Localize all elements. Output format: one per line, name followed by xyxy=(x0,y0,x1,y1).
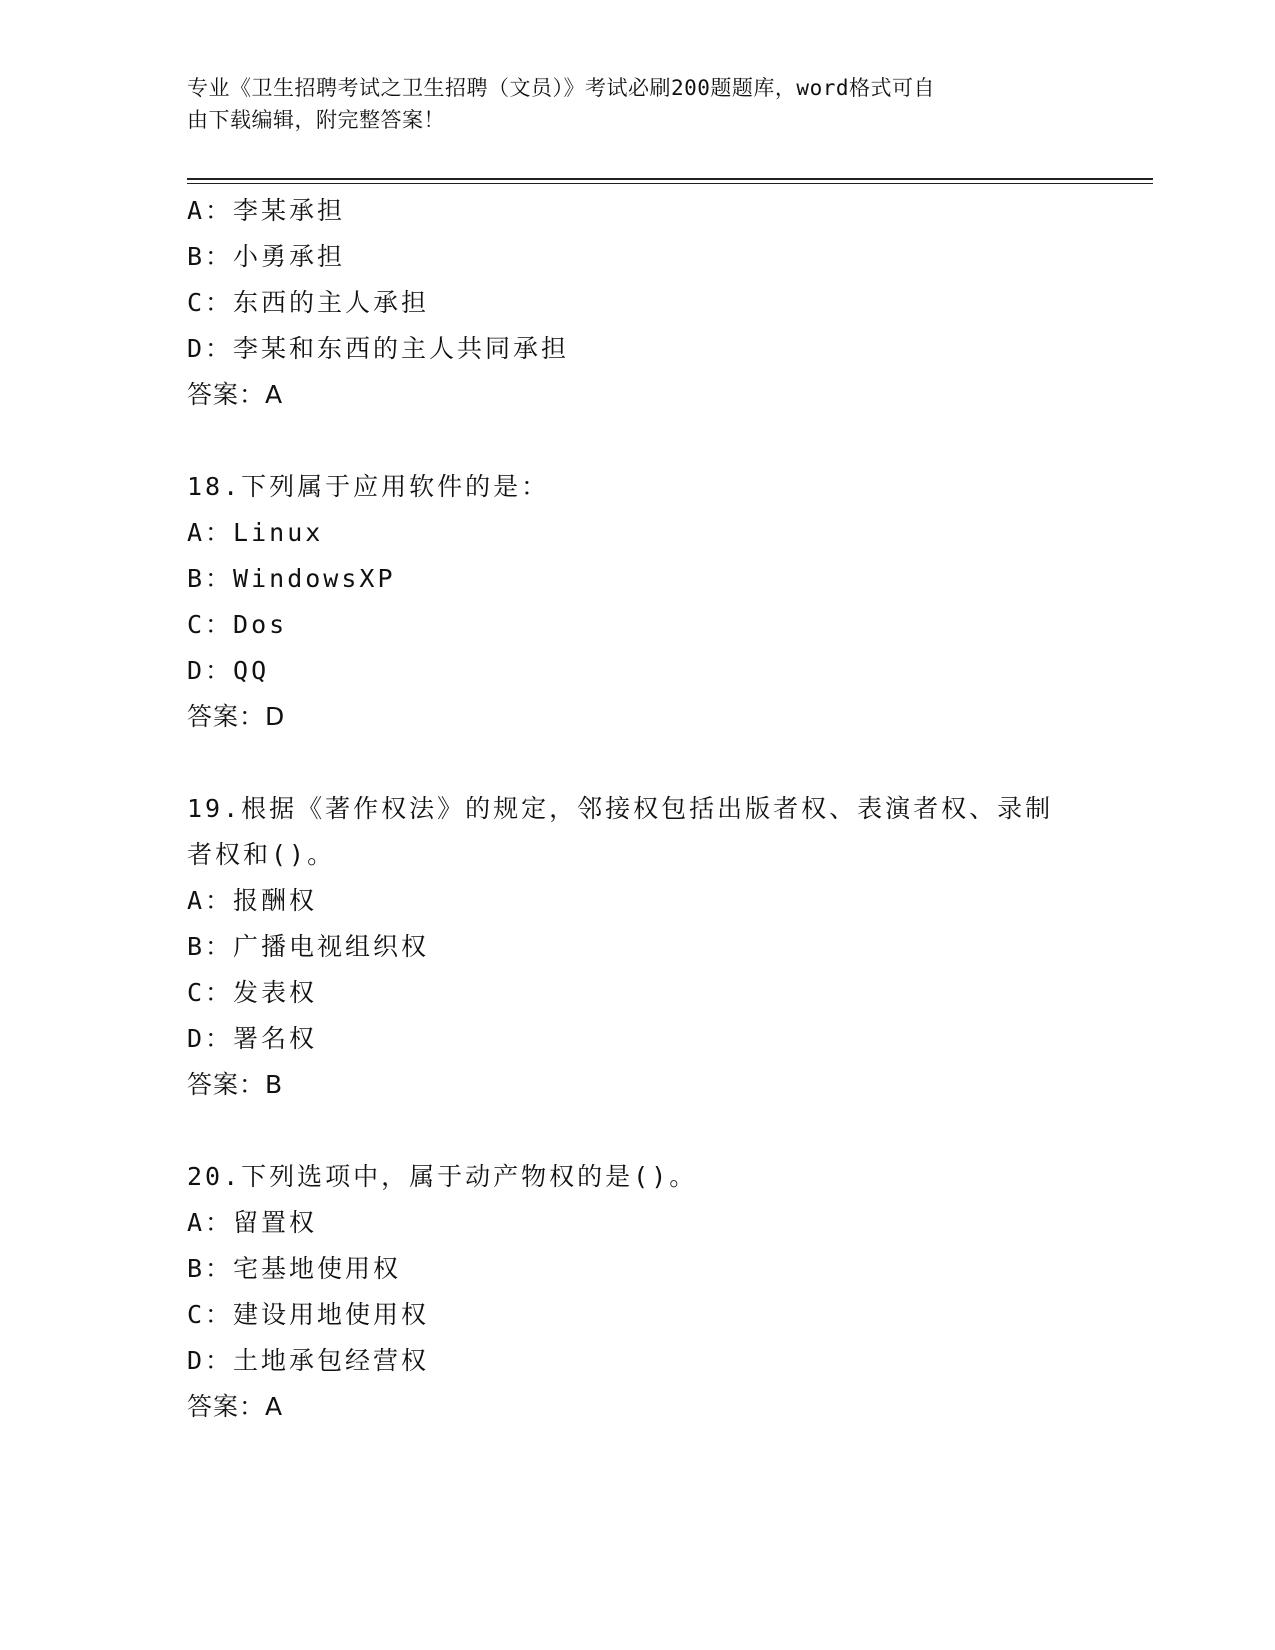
question-stem: 20.下列选项中，属于动产物权的是()。 xyxy=(187,1162,698,1191)
option-c: C：发表权 xyxy=(187,978,318,1007)
option-a: A：留置权 xyxy=(187,1208,318,1237)
question-17 xyxy=(187,188,1153,418)
question-stem: 19.根据《著作权法》的规定，邻接权包括出版者权、表演者权、录制 xyxy=(187,794,1054,823)
spacer xyxy=(187,740,1153,786)
option-a: A：报酬权 xyxy=(187,886,318,915)
header-divider xyxy=(187,178,1153,184)
option-c: C：建设用地使用权 xyxy=(187,1300,430,1329)
answer: 答案：A xyxy=(187,380,284,409)
option-b: B：小勇承担 xyxy=(187,242,346,271)
option-b: B：广播电视组织权 xyxy=(187,932,430,961)
option-b: B：宅基地使用权 xyxy=(187,1254,402,1283)
answer: 答案：A xyxy=(187,1392,284,1421)
option-a: A：Linux xyxy=(187,518,324,547)
spacer xyxy=(187,1108,1153,1154)
header-line-1: 专业《卫生招聘考试之卫生招聘（文员）》考试必刷200题题库，word格式可自 xyxy=(187,76,935,100)
option-c: C：东西的主人承担 xyxy=(187,288,430,317)
option-a: A：李某承担 xyxy=(187,196,346,225)
option-c: C：Dos xyxy=(187,610,288,639)
question-stem-continued: 者权和()。 xyxy=(187,840,336,869)
question-20 xyxy=(187,1154,1153,1430)
option-d: D：署名权 xyxy=(187,1024,318,1053)
option-d: D：李某和东西的主人共同承担 xyxy=(187,334,570,363)
question-18 xyxy=(187,464,1153,740)
option-b: B：WindowsXP xyxy=(187,564,396,593)
question-stem: 18.下列属于应用软件的是： xyxy=(187,472,550,501)
header-line-2: 由下载编辑，附完整答案！ xyxy=(187,108,445,132)
spacer xyxy=(187,418,1153,464)
question-19 xyxy=(187,786,1153,1108)
answer: 答案：B xyxy=(187,1070,284,1099)
option-d: D：土地承包经营权 xyxy=(187,1346,430,1375)
answer: 答案：D xyxy=(187,702,286,731)
question-list xyxy=(187,188,1153,1430)
option-d: D：QQ xyxy=(187,656,270,685)
document-header xyxy=(187,72,1067,136)
